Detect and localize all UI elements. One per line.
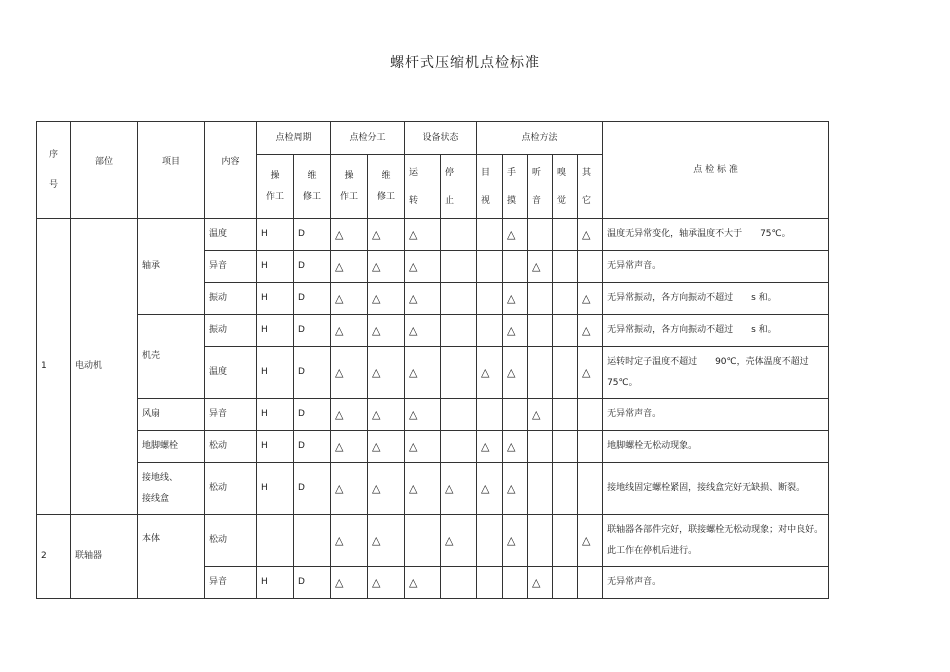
header-method-other: 其 它 xyxy=(578,155,603,219)
method-listen-cell xyxy=(528,515,553,567)
cycle-d-cell: D xyxy=(294,251,331,283)
method-other-cell xyxy=(578,567,603,599)
header-div-operator: 操 作工 xyxy=(331,155,368,219)
div-maint-cell: △ xyxy=(368,515,405,567)
method-touch-cell xyxy=(503,251,528,283)
item-cell: 风扇 xyxy=(138,399,205,431)
div-maint-cell: △ xyxy=(368,251,405,283)
div-maint-cell: △ xyxy=(368,219,405,251)
header-method-visual: 目 视 xyxy=(477,155,503,219)
div-op-cell: △ xyxy=(331,515,368,567)
header-seq: 序 号 xyxy=(37,122,71,219)
method-visual-cell: △ xyxy=(477,431,503,463)
cycle-d-cell: D xyxy=(294,283,331,315)
state-run-cell: △ xyxy=(405,431,441,463)
header-item: 项目 xyxy=(138,122,205,219)
content-cell: 异音 xyxy=(205,567,257,599)
standard-cell: 运转时定子温度不超过 90℃，壳体温度不超过 75℃。 xyxy=(603,347,829,399)
cycle-h-cell: H xyxy=(257,219,294,251)
div-op-cell: △ xyxy=(331,283,368,315)
method-smell-cell xyxy=(553,251,578,283)
method-visual-cell xyxy=(477,515,503,567)
header-method-listen: 听 音 xyxy=(528,155,553,219)
method-touch-cell: △ xyxy=(503,347,528,399)
cycle-h-cell: H xyxy=(257,283,294,315)
item-cell: 轴承 xyxy=(138,219,205,315)
cycle-h-cell xyxy=(257,515,294,567)
seq-cell: 1 xyxy=(37,219,71,515)
cycle-h-cell: H xyxy=(257,347,294,399)
cycle-h-cell: H xyxy=(257,251,294,283)
state-run-cell: △ xyxy=(405,315,441,347)
method-listen-cell xyxy=(528,283,553,315)
method-listen-cell xyxy=(528,315,553,347)
inspection-table xyxy=(36,121,829,599)
standard-cell: 无异常声音。 xyxy=(603,567,829,599)
method-smell-cell xyxy=(553,515,578,567)
method-touch-cell: △ xyxy=(503,515,528,567)
method-other-cell xyxy=(578,251,603,283)
method-listen-cell xyxy=(528,219,553,251)
table-row xyxy=(37,463,829,515)
table-row xyxy=(37,315,829,347)
content-cell: 温度 xyxy=(205,347,257,399)
method-visual-cell xyxy=(477,219,503,251)
method-smell-cell xyxy=(553,567,578,599)
cycle-d-cell: D xyxy=(294,347,331,399)
method-other-cell: △ xyxy=(578,515,603,567)
header-method-touch: 手 摸 xyxy=(503,155,528,219)
state-run-cell xyxy=(405,515,441,567)
state-run-cell: △ xyxy=(405,463,441,515)
header-cycle-maintainer: 维 修工 xyxy=(294,155,331,219)
state-run-cell: △ xyxy=(405,347,441,399)
method-other-cell xyxy=(578,399,603,431)
content-cell: 松动 xyxy=(205,431,257,463)
state-stop-cell xyxy=(441,251,477,283)
state-stop-cell: △ xyxy=(441,515,477,567)
method-touch-cell: △ xyxy=(503,431,528,463)
method-other-cell xyxy=(578,463,603,515)
state-run-cell: △ xyxy=(405,399,441,431)
table-row xyxy=(37,515,829,567)
div-op-cell: △ xyxy=(331,431,368,463)
cycle-h-cell: H xyxy=(257,567,294,599)
header-div-maintainer: 维 修工 xyxy=(368,155,405,219)
state-run-cell: △ xyxy=(405,567,441,599)
content-cell: 温度 xyxy=(205,219,257,251)
cycle-h-cell: H xyxy=(257,463,294,515)
method-visual-cell xyxy=(477,315,503,347)
cycle-d-cell: D xyxy=(294,315,331,347)
content-cell: 异音 xyxy=(205,399,257,431)
header-standard: 点 检 标 准 xyxy=(603,122,829,219)
standard-cell: 接地线固定螺栓紧固，接线盒完好无缺损、断裂。 xyxy=(603,463,829,515)
content-cell: 松动 xyxy=(205,515,257,567)
header-row-1 xyxy=(37,122,829,155)
div-op-cell: △ xyxy=(331,567,368,599)
content-cell: 振动 xyxy=(205,283,257,315)
method-smell-cell xyxy=(553,399,578,431)
document-title: 螺杆式压缩机点检标准 xyxy=(390,55,540,71)
header-cycle: 点检周期 xyxy=(257,122,331,155)
seq-cell: 2 xyxy=(37,515,71,599)
item-cell: 接地线、 接线盒 xyxy=(138,463,205,515)
header-state-stopped: 停 止 xyxy=(441,155,477,219)
method-visual-cell xyxy=(477,399,503,431)
method-listen-cell: △ xyxy=(528,399,553,431)
method-visual-cell xyxy=(477,283,503,315)
standard-cell: 温度无异常变化，轴承温度不大于 75℃。 xyxy=(603,219,829,251)
method-touch-cell: △ xyxy=(503,219,528,251)
content-cell: 异音 xyxy=(205,251,257,283)
div-maint-cell: △ xyxy=(368,283,405,315)
cycle-h-cell: H xyxy=(257,315,294,347)
item-cell: 机壳 xyxy=(138,315,205,399)
header-content: 内容 xyxy=(205,122,257,219)
div-op-cell: △ xyxy=(331,315,368,347)
method-smell-cell xyxy=(553,283,578,315)
state-stop-cell xyxy=(441,347,477,399)
div-op-cell: △ xyxy=(331,399,368,431)
method-other-cell: △ xyxy=(578,283,603,315)
header-division: 点检分工 xyxy=(331,122,405,155)
cycle-d-cell: D xyxy=(294,431,331,463)
cycle-d-cell: D xyxy=(294,567,331,599)
div-maint-cell: △ xyxy=(368,347,405,399)
state-run-cell: △ xyxy=(405,219,441,251)
content-cell: 振动 xyxy=(205,315,257,347)
table-row xyxy=(37,399,829,431)
item-cell: 地脚螺栓 xyxy=(138,431,205,463)
method-other-cell xyxy=(578,431,603,463)
cycle-h-cell: H xyxy=(257,399,294,431)
standard-cell: 无异常振动，各方向振动不超过 s 和。 xyxy=(603,283,829,315)
part-cell: 电动机 xyxy=(71,219,138,515)
method-touch-cell: △ xyxy=(503,283,528,315)
standard-cell: 无异常声音。 xyxy=(603,251,829,283)
part-cell: 联轴器 xyxy=(71,515,138,599)
state-stop-cell xyxy=(441,399,477,431)
standard-cell: 联轴器各部件完好，联接螺栓无松动现象；对中良好。此工作在停机后进行。 xyxy=(603,515,829,567)
standard-cell: 无异常声音。 xyxy=(603,399,829,431)
standard-cell: 地脚螺栓无松动现象。 xyxy=(603,431,829,463)
div-maint-cell: △ xyxy=(368,567,405,599)
div-maint-cell: △ xyxy=(368,431,405,463)
state-stop-cell xyxy=(441,283,477,315)
div-maint-cell: △ xyxy=(368,399,405,431)
cycle-h-cell: H xyxy=(257,431,294,463)
method-listen-cell: △ xyxy=(528,251,553,283)
header-cycle-operator: 操 作工 xyxy=(257,155,294,219)
div-op-cell: △ xyxy=(331,463,368,515)
method-visual-cell xyxy=(477,251,503,283)
method-visual-cell xyxy=(477,567,503,599)
header-method: 点检方法 xyxy=(477,122,603,155)
state-stop-cell xyxy=(441,567,477,599)
div-maint-cell: △ xyxy=(368,463,405,515)
method-touch-cell: △ xyxy=(503,463,528,515)
method-touch-cell: △ xyxy=(503,315,528,347)
method-smell-cell xyxy=(553,219,578,251)
cycle-d-cell xyxy=(294,515,331,567)
state-stop-cell xyxy=(441,219,477,251)
method-smell-cell xyxy=(553,347,578,399)
state-stop-cell xyxy=(441,431,477,463)
table-row xyxy=(37,431,829,463)
state-stop-cell: △ xyxy=(441,463,477,515)
header-method-smell: 嗅 觉 xyxy=(553,155,578,219)
method-smell-cell xyxy=(553,431,578,463)
standard-cell: 无异常振动，各方向振动不超过 s 和。 xyxy=(603,315,829,347)
item-cell: 本体 xyxy=(138,515,205,599)
method-listen-cell xyxy=(528,347,553,399)
method-visual-cell: △ xyxy=(477,347,503,399)
div-op-cell: △ xyxy=(331,251,368,283)
cycle-d-cell: D xyxy=(294,463,331,515)
method-listen-cell xyxy=(528,463,553,515)
table-row xyxy=(37,219,829,251)
method-touch-cell xyxy=(503,567,528,599)
content-cell: 松动 xyxy=(205,463,257,515)
method-smell-cell xyxy=(553,463,578,515)
method-other-cell: △ xyxy=(578,219,603,251)
cycle-d-cell: D xyxy=(294,399,331,431)
state-stop-cell xyxy=(441,315,477,347)
method-visual-cell: △ xyxy=(477,463,503,515)
method-listen-cell xyxy=(528,431,553,463)
method-listen-cell: △ xyxy=(528,567,553,599)
div-op-cell: △ xyxy=(331,219,368,251)
state-run-cell: △ xyxy=(405,251,441,283)
header-state: 设备状态 xyxy=(405,122,477,155)
method-other-cell: △ xyxy=(578,347,603,399)
header-part: 部位 xyxy=(71,122,138,219)
cycle-d-cell: D xyxy=(294,219,331,251)
method-other-cell: △ xyxy=(578,315,603,347)
header-state-running: 运 转 xyxy=(405,155,441,219)
method-smell-cell xyxy=(553,315,578,347)
method-touch-cell xyxy=(503,399,528,431)
div-op-cell: △ xyxy=(331,347,368,399)
div-maint-cell: △ xyxy=(368,315,405,347)
state-run-cell: △ xyxy=(405,283,441,315)
